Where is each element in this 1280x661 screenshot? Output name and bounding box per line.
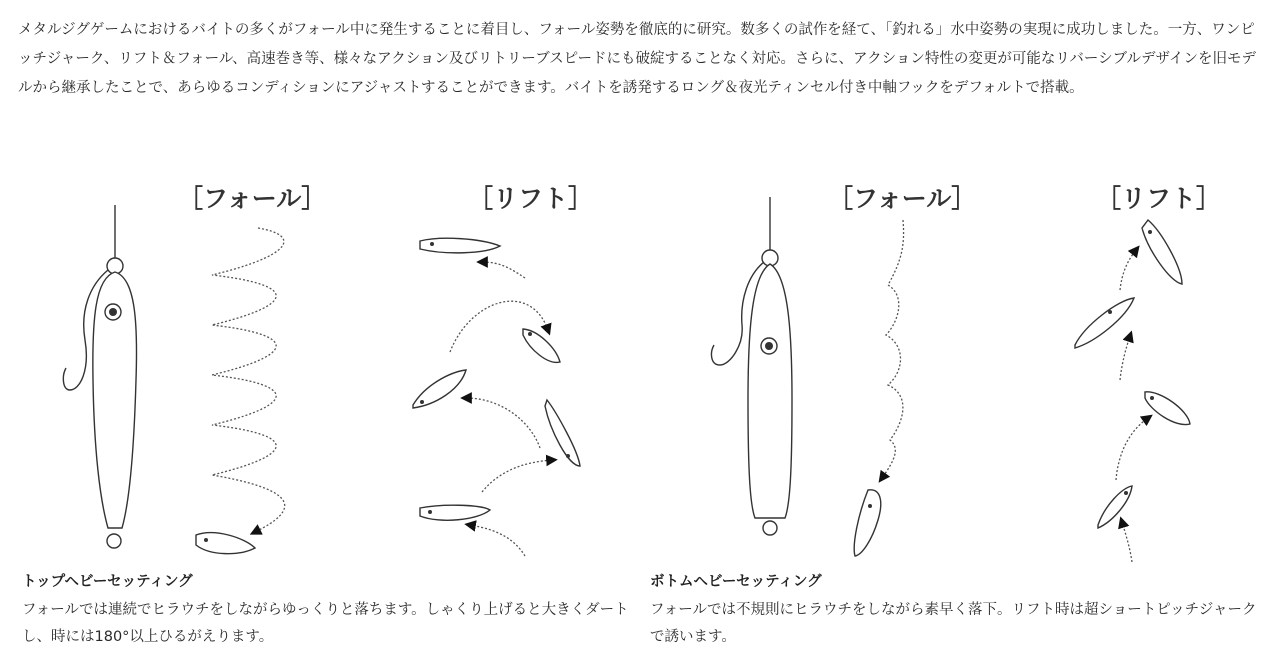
intro-paragraph: メタルジグゲームにおけるバイトの多くがフォール中に発生することに着目し、フォール姿勢を徹底的に研究。数多くの試作を経て、「釣れる」水中姿勢の実現に成功しました。一方、ワンピッチジャーク、リフト＆フォール、高速巻き等、様々なアクション及びリトリーブスピードにも破綻することなく対応。さらに、アクション特性の変更が可能なリバーシブルデザインを旧モデルから継承したことで、あらゆるコンディションにアジャストすることができます。バイトを誘発するロング＆夜光ティンセル付き中軸フックをデフォルトで搭載。 xyxy=(18,22,1257,96)
top-heavy-title: トップヘビーセッティング xyxy=(22,574,193,590)
bottom-heavy-title: ボトムヘビーセッティング xyxy=(650,574,822,590)
bottom-heavy-jig xyxy=(712,197,792,535)
top-heavy-jig xyxy=(63,205,136,548)
bottom-lift-path xyxy=(1075,220,1190,562)
top-fall-label: ［フォール］ xyxy=(178,184,327,213)
bottom-fall-label: ［フォール］ xyxy=(828,184,977,213)
top-lift-label: ［リフト］ xyxy=(468,184,594,213)
bottom-fall-path xyxy=(854,220,903,556)
top-fall-path xyxy=(196,228,285,554)
top-lift-path xyxy=(413,238,580,556)
bottom-heavy-description: フォールでは不規則にヒラウチをしながら素早く落下。リフト時は超ショートピッチジャークで誘います。 xyxy=(650,602,1257,645)
bottom-lift-label: ［リフト］ xyxy=(1096,184,1222,213)
top-heavy-description: フォールでは連続でヒラウチをしながらゆっくりと落ちます。しゃくり上げると大きくダートし、時には180°以上ひるがえります。 xyxy=(22,602,629,645)
